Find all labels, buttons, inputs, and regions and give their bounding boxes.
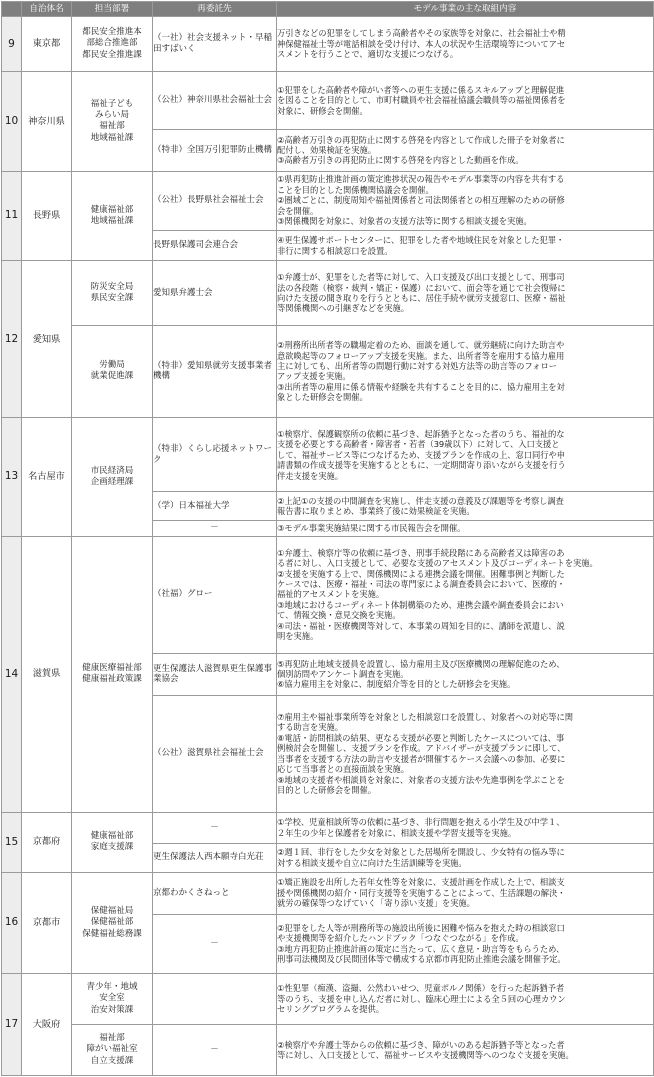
activity-line: ①犯罪をした高齢者や障がい者等への更生支援に係るスキルアップと理解促進 (277, 84, 565, 95)
activity-line: ②犯罪をした人等が刑務所等の施設出所後に困難や悩みを抱えた時の相談窓口 (277, 922, 565, 933)
department-line: 労働局 (99, 360, 125, 371)
activity-line: ③関係機関を対象に、対象者の支援方法等に関する相談支援を実施。 (277, 216, 532, 227)
entry-number: 16 (2, 872, 22, 974)
activity-line: 法の各段階（検察・裁判・矯正・保護）において、面会等を通じて社会復帰に (277, 282, 566, 293)
activity-line: ①弁護士が、犯罪をした者等に対して、入口支援及び出口支援として、刑事司 (277, 272, 565, 283)
activity-line: 神保健福祉士等が電話相談を受け付け、本人の状況や生活環境等についてアセ (277, 38, 566, 49)
entry-number: 9 (2, 17, 22, 72)
activities-cell (277, 843, 654, 872)
activities-cell (277, 171, 654, 230)
entry-number: 11 (2, 171, 22, 261)
activities-cell (277, 1025, 654, 1076)
department-cell (72, 536, 153, 812)
consignee-cell: 更生保護法人滋賀県更生保護事業協会 (153, 653, 277, 695)
activity-line: ③モデル事業実施結果に関する市民報告会を開催。 (277, 523, 466, 534)
entry-number: 10 (2, 72, 22, 171)
table-row (2, 974, 654, 1025)
department-line: 健康福祉部 (90, 204, 134, 215)
department-line: 都民安全推進課 (82, 49, 142, 60)
activities-cell (277, 325, 654, 418)
activity-line: 非行に関する相談窓口を設置。 (277, 245, 393, 256)
department-line: 健康福祉政策課 (82, 674, 142, 685)
table-row (2, 1025, 654, 1076)
activity-line: ①弁護士、検察庁等の依頼に基づき、刑事手続段階にある高齢者又は障害のあ (277, 547, 565, 558)
municipality-cell: 大阪府 (22, 974, 72, 1076)
activity-line: ④司法・福祉・医療機関等対して、本事業の周知を目的に、講師を派遣し、説 (277, 620, 565, 631)
activity-line: ③地方再犯防止推進計画の策定に当たって、広く意見・助言等をもらうため、 (277, 943, 565, 954)
municipality-cell: 長野県 (22, 171, 72, 261)
municipality-cell: 名古屋市 (22, 418, 72, 536)
activity-line: ②検察庁や弁護士等からの依頼に基づき、障がいのある起訴猶予等となった者 (277, 1039, 565, 1050)
consignee-cell: （社福）グロー (153, 536, 277, 653)
activity-line: ことを目的とした関係機関協議会を開催。 (277, 184, 434, 195)
department-cell (72, 72, 153, 171)
activity-line: ②高齢者万引きの再犯防止に関する啓発を内容として作成した冊子を対象者に (277, 134, 565, 145)
department-line: 都民安全推進本 (82, 26, 142, 37)
activities-cell (277, 872, 654, 914)
activity-line: ②圏域ごとに、制度周知や福祉関係者と司法関係者との相互理解のための研修 (277, 195, 565, 206)
table-row (2, 325, 654, 418)
department-cell (72, 812, 153, 872)
table-row (2, 261, 654, 325)
department-cell (72, 325, 153, 418)
activities-cell (277, 521, 654, 536)
activities-cell (277, 695, 654, 812)
activity-line: ②週１回、非行をした少女を対象とした居場所を開設し、少女特有の悩み等に (277, 847, 565, 858)
activity-line: 対する相談支援や自立に向けた生活訓練等を実施。 (277, 857, 467, 868)
consignee-cell: － (153, 812, 277, 843)
consignee-cell: 京都わかくさねっと (153, 872, 277, 914)
municipality-cell: 愛知県 (22, 261, 72, 418)
activity-line: 請書類の作成支援等を実施するとともに、一定期間寄り添いながら支援を行う (277, 460, 566, 471)
header-municipality: 自治体名 (22, 2, 72, 17)
activity-line: ①検察庁、保護観察所の依頼に基づき、起訴猶予となった者のうち、福祉的な (277, 428, 565, 439)
consignee-cell: （一社）社会支援ネット・早稲田すばいく (153, 17, 277, 72)
activity-line: て、情報交換・意見交換を実施。 (277, 610, 401, 621)
consignee-cell: 長野県保護司会連合会 (153, 230, 277, 261)
activity-line: セリングプログラムを提供。 (277, 1004, 384, 1015)
activity-line: する助言を実施。 (277, 722, 343, 733)
department-line: 保健福祉局 (90, 905, 134, 916)
department-line: 福祉部 (99, 121, 125, 132)
department-line: 保健福祉部 (90, 917, 134, 928)
entry-number: 14 (2, 536, 22, 812)
activity-line: 向けた支援の聞き取りを行うとともに、居住手続や就労支援窓口、医療・福祉 (277, 293, 566, 304)
header-activities: モデル事業の主な取組内容 (277, 2, 654, 17)
activities-cell (277, 812, 654, 843)
department-line: 青少年・地域 (86, 981, 138, 992)
activity-line: 例検討会を開催し、支援プランを作成。アドバイザーが支援プランに即して、 (277, 743, 566, 754)
activity-line: ①性犯罪（痴漢、盗撮、公然わいせつ、児童ポルノ関係）を行った起訴猶予者 (277, 983, 565, 994)
municipality-cell: 京都市 (22, 872, 72, 974)
entry-number: 15 (2, 812, 22, 872)
consignee-cell: （特非）全国万引犯罪防止機構 (153, 129, 277, 171)
activities-cell (277, 653, 654, 695)
activity-line: 対象に、研修会を開催。 (277, 105, 368, 116)
department-line: 保健福祉総務課 (82, 928, 142, 939)
department-cell (72, 974, 153, 1025)
department-line: 自立支援課 (90, 1055, 134, 1066)
activity-line: 明を実施。 (277, 631, 319, 642)
department-line: 福祉部 (99, 1032, 125, 1043)
activity-line: 等のうち、支援を申し込んだ者に対し、臨床心理士による全５回の心理カウン (277, 993, 566, 1004)
consignee-cell: － (153, 521, 277, 536)
table-header-row (2, 2, 654, 17)
activity-line: ⑨地域の支援者や相談員を対象に、対象者の支援方法や先進事例を学ぶことを (277, 774, 565, 785)
municipality-cell: 神奈川県 (22, 72, 72, 171)
table-row (2, 72, 654, 129)
consignee-cell: （公社）神奈川県社会福祉士会 (153, 72, 277, 129)
activity-line: 会を開催。 (277, 205, 319, 216)
department-line: 就業促進課 (90, 371, 134, 382)
header-consignee: 再委託先 (153, 2, 277, 17)
activity-line: 福祉的アセスメントを実施。 (277, 589, 385, 600)
activity-line: ③高齢者万引きの再犯防止に関する啓発を内容とした動画を作成。 (277, 155, 524, 166)
activity-line: ②上記①の支援の中間調査を実施し、伴走支援の意義及び課題等を考察し調査 (277, 495, 564, 506)
activity-line: ⑥協力雇用主を対象に、制度紹介等を目的とした研修会を実施。 (277, 679, 516, 690)
activities-cell (277, 261, 654, 325)
activities-cell (277, 536, 654, 653)
municipality-cell: 京都府 (22, 812, 72, 872)
activity-line: る者に対し、入口支援として、必要な支援のアセスメント及びコーディネートを実施。 (277, 558, 598, 569)
department-line: 部総合推進部 (86, 38, 138, 49)
header-department: 担当部署 (72, 2, 153, 17)
consignee-cell: （特非）くらし応援ネットワーク (153, 418, 277, 492)
activity-line: や支援機関等を紹介したハンドブック「つなぐつながる」を作成。 (277, 933, 524, 944)
activity-line: ④更生保護サポートセンターに、犯罪をした者や地域住民を対象とした犯罪・ (277, 235, 565, 246)
department-line: 治安対策課 (90, 1004, 134, 1015)
activity-line: 等関係機関への引継ぎなどを実施。 (277, 303, 409, 314)
consignee-cell: 更生保護法人西本願寺白光荘 (153, 843, 277, 872)
activity-line: 報告書に取りまとめ、事業終了後に効果検証を実施。 (277, 506, 475, 517)
activity-line: 目的とした研修会を開催。 (277, 785, 376, 796)
activity-line: 伴走支援を実施。 (277, 470, 343, 481)
department-cell (72, 872, 153, 974)
department-line: 健康医療福祉部 (82, 662, 142, 673)
table-row (2, 872, 654, 914)
activity-line: ③出所者等の雇用に係る情報や経験を共有することを目的に、協力雇用主を対 (277, 381, 565, 392)
department-line: 防災安全局 (90, 281, 134, 292)
department-line: 健康福祉部 (90, 830, 134, 841)
activity-line: 援や関係機関の紹介・同行支援等を実施することによって、生活課題の解決・ (277, 887, 566, 898)
consignee-cell: 愛知県弁護士会 (153, 261, 277, 325)
consignee-cell: （学）日本福祉大学 (153, 492, 277, 521)
activity-line: ①県再犯防止推進計画の策定進捗状況の報告やモデル事業等の内容を共有する (277, 174, 565, 185)
department-line: みらい局 (94, 110, 129, 120)
entry-number: 12 (2, 261, 22, 418)
activity-line: 象とした研修会を開催。 (277, 392, 368, 403)
activities-cell (277, 129, 654, 171)
activity-line: ③地域におけるコーディネート体制構築のため、連携会議や調査委員会におい (277, 599, 564, 610)
activity-line: 当事者を支援する方法の助言や支援者が開催するケース会議への参加、必要に (277, 753, 566, 764)
header-no (2, 2, 22, 17)
activity-line: ①矯正施設を出所した若年女性等を対象に、支援計画を作成した上で、相談支 (277, 877, 565, 888)
activity-line: ①学校、児童相談所等の依頼に基づき、非行問題を抱える小学生及び中学１、 (277, 817, 565, 828)
activity-line: 応じて当事者との直接面談を実施。 (277, 764, 409, 775)
activity-line: 等に対し、入口支援として、福祉サービスや支援機関等へのつなぐ支援を実施。 (277, 1050, 574, 1061)
activity-line: 主に対しても、出所者等の問題行動に対する対処方法等の助言等のフォロー (277, 361, 557, 372)
consignee-cell (153, 974, 277, 1025)
activity-line: ⑧電話・訪問相談の結果、更なる支援が必要と判断したケースについては、事 (277, 732, 565, 743)
table-body (2, 17, 654, 1076)
activity-line: ケースでは、医療・福祉・司法の専門家による調査委員会において、医療的・ (277, 579, 566, 590)
activities-cell (277, 230, 654, 261)
department-cell (72, 418, 153, 536)
activities-cell (277, 418, 654, 492)
activity-line: ②支援を実施する上で、関係機関による連携会議を開催。困難事例と判断した (277, 568, 565, 579)
table-row (2, 536, 654, 653)
entry-number: 17 (2, 974, 22, 1076)
activity-line: アップ支援を実施。 (277, 371, 351, 382)
department-line: 地域福祉課 (90, 216, 134, 227)
table-row (2, 418, 654, 492)
activity-line: して、福祉サービス等につなげるため、支援プランを作成の上、窓口同行や申 (277, 449, 565, 460)
department-line: 福祉子ども (90, 98, 134, 109)
activities-cell (277, 974, 654, 1025)
activity-line: ⑦雇用主や福祉事業所等を対象とした相談窓口を設置し、対象者への対応等に関 (277, 712, 574, 722)
activity-line: 意欲喚起等のフォローアップ支援を実施。また、出所者等を雇用する協力雇用 (277, 350, 565, 361)
consignee-cell: （特非）愛知県就労支援事業者機構 (153, 325, 277, 418)
department-line: 安全室 (99, 993, 125, 1004)
consignee-cell: （公社）滋賀県社会福祉士会 (153, 695, 277, 812)
activities-cell (277, 492, 654, 521)
activity-line: 支援を必要とする高齢者・障害者・若者（39歳以下）に対して、入口支援と (277, 439, 560, 450)
department-cell (72, 171, 153, 261)
consignee-cell: － (153, 1025, 277, 1076)
consignee-cell: （公社）長野県社会福祉士会 (153, 171, 277, 230)
activity-line: 就労の確保等つなげていく「寄り添い支援」を実施。 (277, 898, 475, 909)
department-line: 障がい福祉室 (86, 1044, 138, 1055)
department-line: 市民経済局 (90, 465, 134, 476)
municipality-cell: 東京都 (22, 17, 72, 72)
activity-line: 個別訪問やアンケート調査を実施。 (277, 669, 409, 680)
activity-line: 配付し、効果検証を実施。 (277, 144, 376, 155)
department-line: 県民安全課 (90, 293, 134, 304)
measures-table (1, 1, 654, 1076)
department-line: 地域福祉課 (90, 132, 134, 143)
activity-line: を図ることを目的として、市町村職員や社会福祉協議会職員等の福祉関係者を (277, 95, 566, 106)
activities-cell (277, 914, 654, 974)
activity-line: スメントを行うことで、適切な支援につなげる。 (277, 49, 459, 60)
department-cell (72, 17, 153, 72)
department-line: 家庭支援課 (90, 842, 134, 853)
department-cell (72, 261, 153, 325)
department-line: 企画経理課 (90, 477, 134, 488)
activity-line: 刑事司法機関及び民間団体等で構成する京都市再犯防止推進会議を開催予定。 (277, 954, 566, 965)
consignee-cell: － (153, 914, 277, 974)
activities-cell (277, 72, 654, 129)
activity-line: 万引きなどの犯罪をしてしまう高齢者やその家族等を対象に、社会福祉士や精 (277, 28, 566, 39)
activity-line: ⑤再犯防止地域支援員を設置し、協力雇用主及び医療機関の理解促進のため、 (277, 658, 565, 669)
activity-line: ②刑務所出所者等の職場定着のため、面談を通して、就労継続に向けた助言や (277, 340, 565, 351)
entry-number: 13 (2, 418, 22, 536)
table-row (2, 17, 654, 72)
activity-line: ２年生の少年と保護者を対象に、相談支援や学習支援等を実施。 (277, 827, 517, 838)
department-cell (72, 1025, 153, 1076)
activities-cell (277, 17, 654, 72)
table-row (2, 812, 654, 843)
municipality-cell: 滋賀県 (22, 536, 72, 812)
table-row (2, 171, 654, 230)
